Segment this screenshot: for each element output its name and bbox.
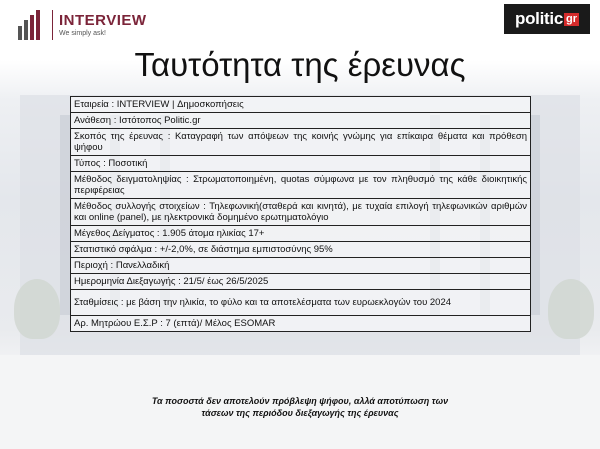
row-weighting: Σταθμίσεις : με βάση την ηλικία, το φύλο και τα αποτελέσματα των ευρωεκλογών του 2024 [71, 290, 531, 316]
politic-logo-suffix: gr [565, 12, 577, 25]
note-line-2: τάσεων της περιόδου διεξαγωγής της έρευνας [201, 408, 399, 418]
row-collection-method: Μέθοδος συλλογής στοιχείων : Τηλεφωνική(σταθερά και κινητά), με τυχαία επιλογή τηλεφωνικών αριθμών και online (panel), με ηλεκτρονικά δομημένο ερωτηματολόγιο [71, 199, 531, 226]
row-company: Εταιρεία : INTERVIEW | Δημοσκοπήσεις [71, 97, 531, 113]
row-registry: Αρ. Μητρώου Ε.Σ.Ρ : 7 (επτά)/ Μέλος ESOMAR [71, 316, 531, 332]
logo-tagline: We simply ask! [59, 29, 106, 37]
logo-name: INTERVIEW [59, 11, 147, 29]
row-sampling-method: Μέθοδος δειγματοληψίας : Στρωματοποιημένη, quotas σύμφωνα με τον πληθυσμό της κάθε διοικητικής περιφέρειας [71, 172, 531, 199]
row-assignment: Ανάθεση : Ιστότοπος Politic.gr [71, 113, 531, 129]
note-line-1: Τα ποσοστά δεν αποτελούν πρόβλεψη ψήφου, αλλά αποτύπωση των [151, 396, 449, 406]
disclaimer-note [130, 395, 470, 419]
bars-logo-icon [18, 10, 48, 40]
row-statistical-error: Στατιστικό σφάλμα : +/-2,0%, σε διάστημα εμπιστοσύνης 95% [71, 242, 531, 258]
row-region: Περιοχή : Πανελλαδική [71, 258, 531, 274]
row-purpose: Σκοπός της έρευνας : Καταγραφή των απόψεων της κοινής γνώμης για επίκαιρα θέματα και πρόθεση ψήφου [71, 129, 531, 156]
row-date: Ημερομηνία Διεξαγωγής : 21/5/ έως 26/5/2025 [71, 274, 531, 290]
page-title: Ταυτότητα της έρευνας [134, 46, 466, 83]
politic-logo [504, 4, 590, 34]
row-sample-size: Μέγεθος Δείγματος : 1.905 άτομα ηλικίας 17+ [71, 226, 531, 242]
row-type: Τύπος : Ποσοτική [71, 156, 531, 172]
politic-logo-name: politic [515, 9, 563, 28]
interview-logo [18, 8, 147, 42]
survey-info-table [70, 96, 531, 332]
